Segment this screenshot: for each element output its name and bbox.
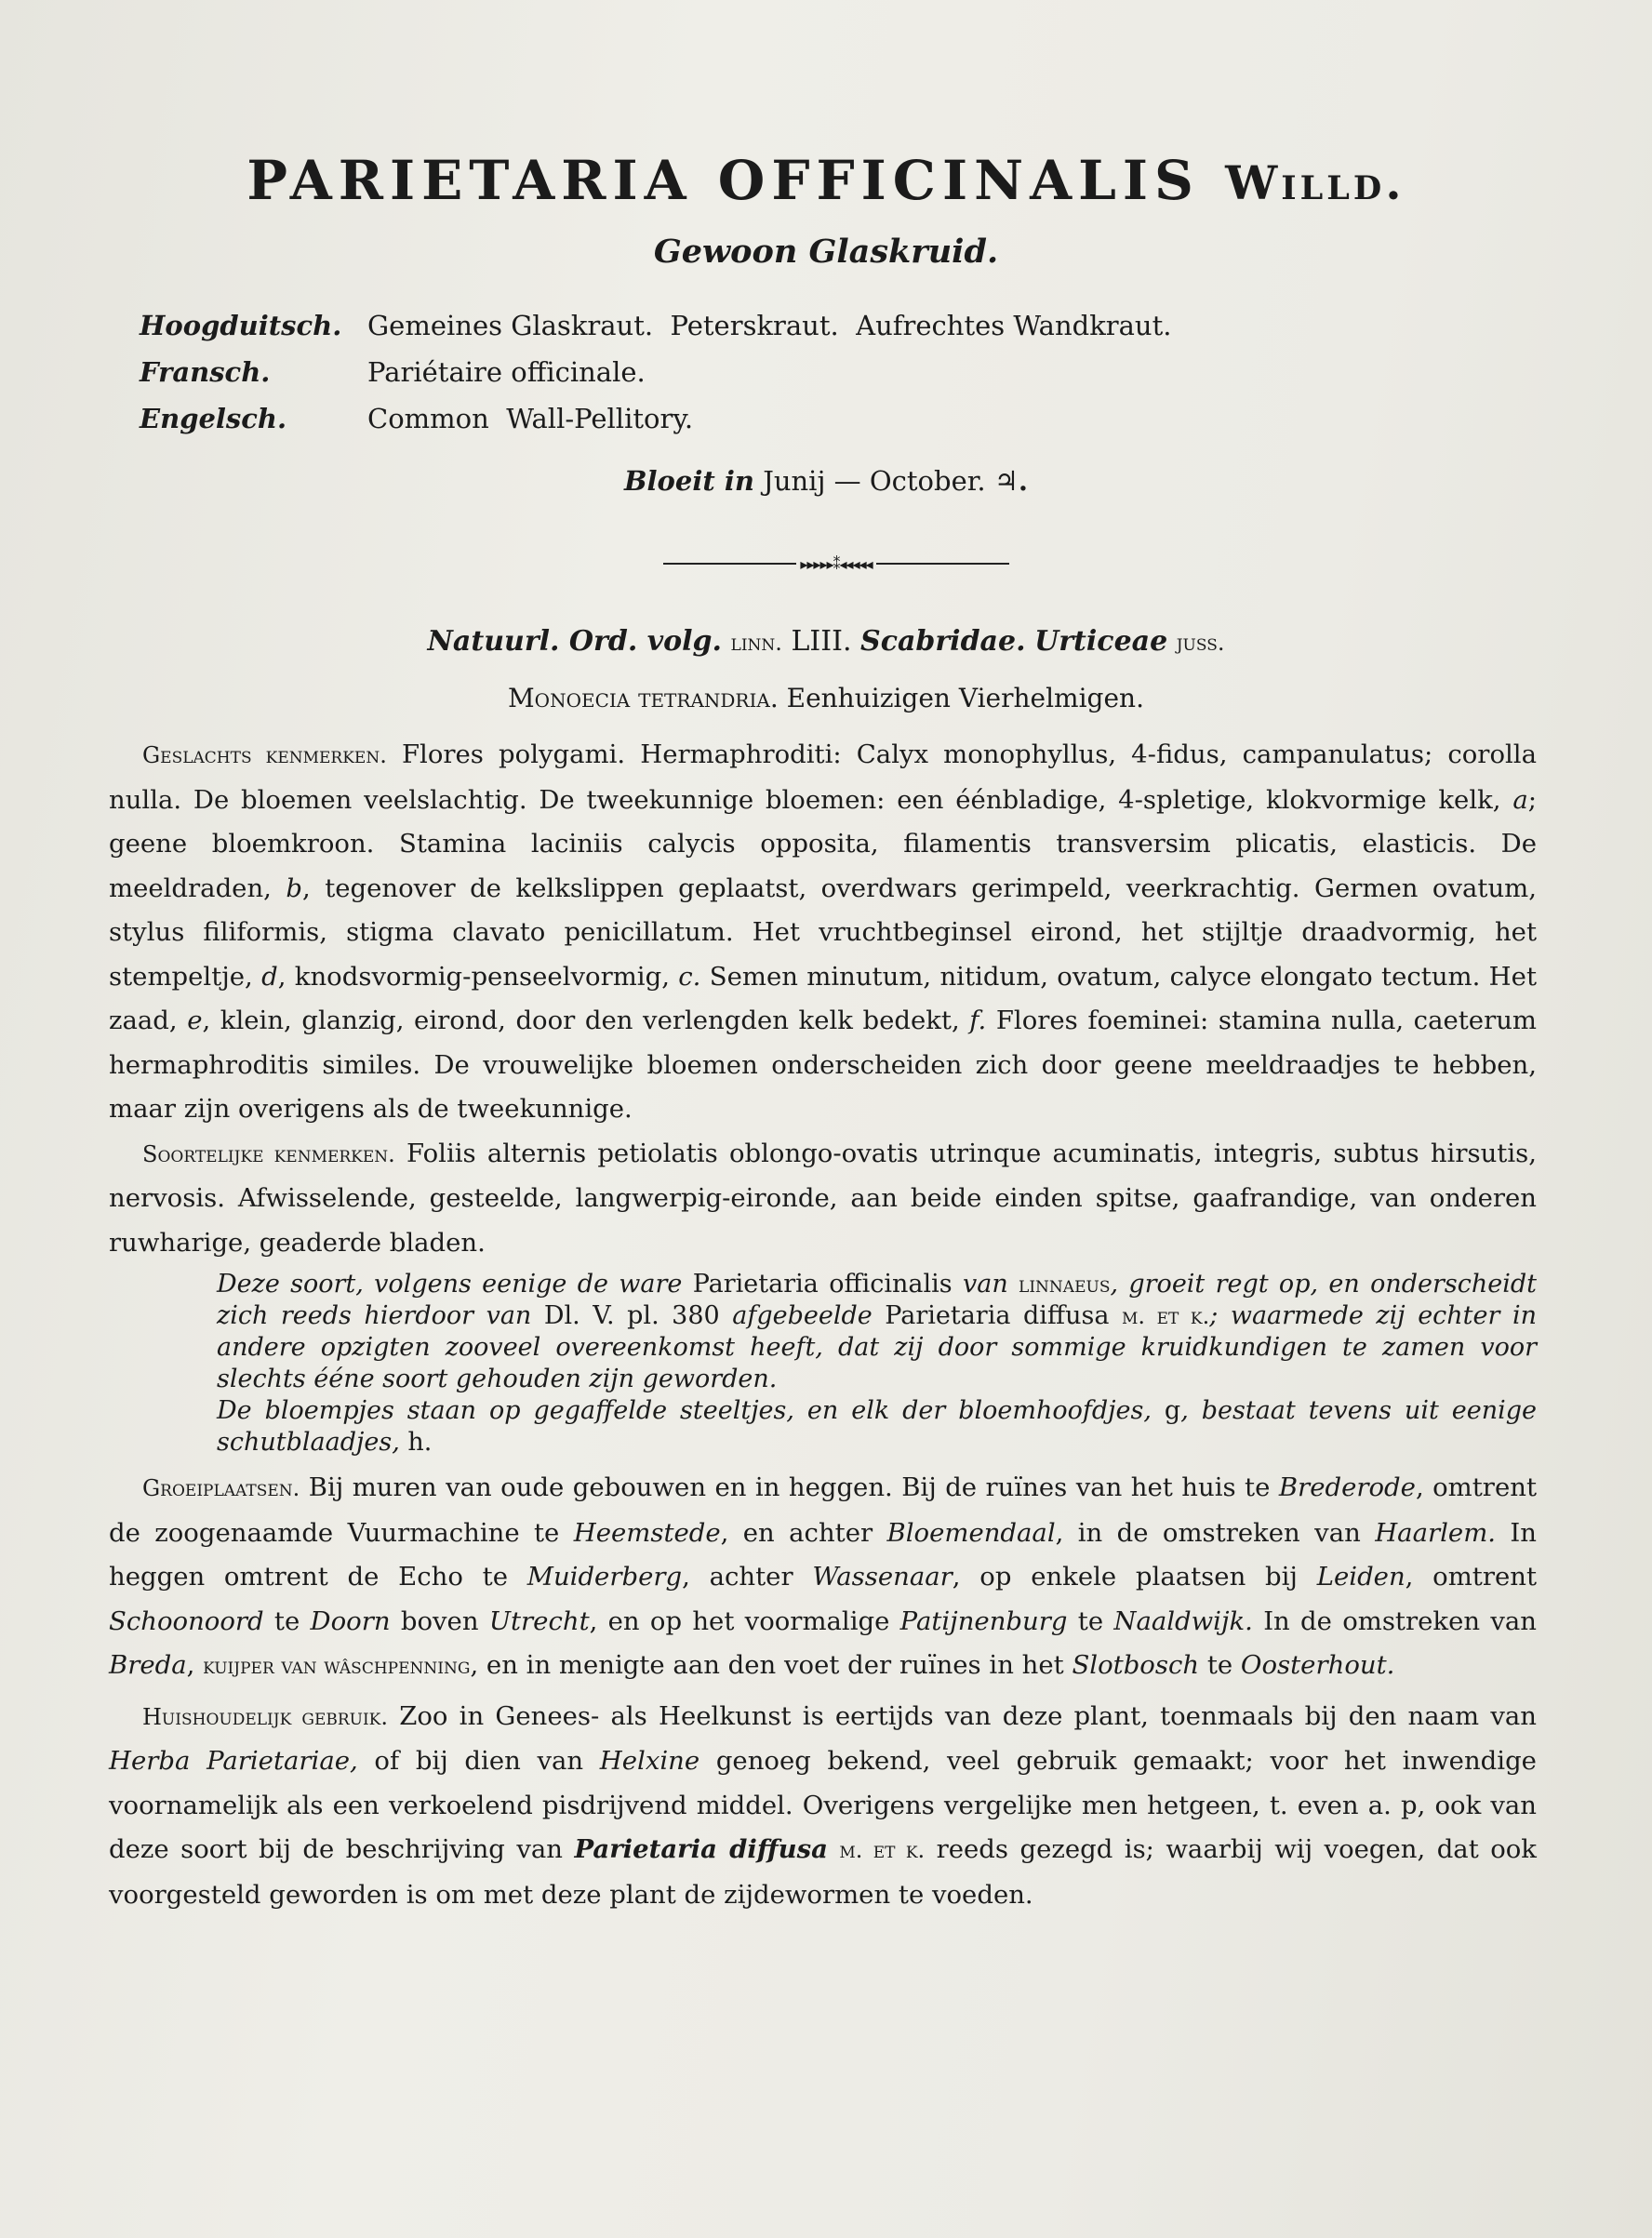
- figure-ref: h.: [407, 1428, 433, 1457]
- text-run: , omtrent de zoogenaamde Vuurmachine te: [109, 1472, 1537, 1548]
- text-run: , en achter: [720, 1517, 873, 1548]
- name-row-french: [140, 349, 1171, 395]
- order-urticeae: Urticeae: [1034, 625, 1168, 658]
- text-run: te: [1206, 1650, 1233, 1680]
- latin-name: Helxine: [599, 1746, 700, 1776]
- class-dutch: Eenhuizigen Vierhelmigen.: [786, 683, 1144, 713]
- section-heading: Huishoudelijk gebruik.: [142, 1703, 389, 1730]
- place-name: Schoonoord: [109, 1605, 264, 1636]
- species-name: Parietaria officinalis: [692, 1270, 953, 1299]
- figure-ref: g: [1164, 1396, 1181, 1425]
- habitats: [109, 1466, 1537, 1689]
- place-name: Haarlem.: [1375, 1517, 1497, 1548]
- text-run: , in de omstreken van: [1055, 1517, 1361, 1548]
- figure-ref: b: [286, 873, 302, 903]
- section-heading: Groeiplaatsen.: [142, 1475, 300, 1501]
- name-value: Gemeines Glaskraut. Peterskraut. Aufrechtes Wandkraut.: [367, 310, 1172, 341]
- author-name: m. et k.: [839, 1837, 926, 1863]
- page-subtitle: Gewoon Glaskruid.: [653, 233, 999, 271]
- text-run: te: [273, 1605, 300, 1636]
- title-main: PARIETARIA OFFICINALIS: [246, 149, 1200, 212]
- text-run: De bloempjes staan op gegaffelde steeltjes, en elk der bloemhoofdjes,: [217, 1396, 1152, 1425]
- place-name: Naaldwijk.: [1113, 1605, 1253, 1636]
- description-body: [109, 733, 1537, 1917]
- figure-ref: a: [1512, 784, 1528, 815]
- bloom-label: Bloeit in: [624, 465, 754, 497]
- latin-name: Herba Parietariae,: [109, 1746, 358, 1776]
- author-name: m. et k.: [1121, 1303, 1210, 1329]
- place-name: Brederode: [1278, 1472, 1416, 1502]
- text-run: In heggen omtrent de Echo te: [109, 1517, 1537, 1592]
- place-name: Patijnenburg: [899, 1605, 1068, 1636]
- author-name: linnaeus: [1019, 1272, 1111, 1298]
- order-lead: Natuurl. Ord. volg.: [427, 625, 722, 658]
- vernacular-names: [140, 302, 1171, 442]
- text-run: genoeg bekend, veel gebruik gemaakt; voor het inwendige voornamelijk als een verkoelend pisdrijvend middel. Overigens vergelijke men hetgeen, t. even a. p, ook van deze soort bij de beschrijving van: [109, 1746, 1537, 1864]
- order-linn: linn.: [730, 630, 782, 656]
- natural-order: [0, 625, 1652, 658]
- name-value: Common Wall-Pellitory.: [367, 403, 694, 434]
- order-scabridae: Scabridae.: [860, 625, 1026, 658]
- text-run: , en in menigte aan den voet der ruïnes in het: [470, 1650, 1064, 1680]
- figure-ref: c.: [678, 961, 701, 992]
- title-author: Willd.: [1225, 155, 1406, 210]
- text-run: ; geene bloemkroon. Stamina laciniis calycis opposita, filamentis transversim plicatis, elasticis. De meeldraden,: [109, 784, 1538, 903]
- name-lang: Fransch.: [140, 356, 271, 388]
- linnaean-class: [0, 683, 1652, 713]
- species-note: [217, 1269, 1537, 1459]
- bloom-months: Junij — October.: [763, 465, 986, 497]
- text-run: afgebeelde: [732, 1301, 873, 1330]
- text-run: , en op het voormalige: [589, 1605, 890, 1636]
- ornamental-divider: [663, 554, 1009, 573]
- figure-ref: d: [261, 961, 278, 992]
- text-run: Bij muren van oude gebouwen en in heggen. Bij de ruïnes van het huis te: [308, 1472, 1271, 1502]
- text-run: van: [962, 1270, 1008, 1299]
- text-run: Foliis alternis petiolatis oblongo-ovatis utrinque acuminatis, integris, subtus hirsutis, nervosis. Afwisselende, gesteelde, langwerpig-eironde, aan beide einden spitse, gaafrandige, van onderen ruwharige, geaderde bladen.: [109, 1138, 1537, 1258]
- text-run: , klein, glanzig, eirond, door den verlengden kelk bedekt,: [202, 1006, 960, 1035]
- name-lang: Engelsch.: [140, 403, 287, 434]
- figure-ref: e: [187, 1006, 203, 1035]
- place-name: Oosterhout.: [1240, 1650, 1395, 1680]
- place-name: Wassenaar: [812, 1562, 953, 1592]
- text-run: Semen minutum, nitidum, ovatum, calyce elongato tectum. Het zaad,: [109, 961, 1537, 1035]
- place-name: Heemstede: [573, 1517, 721, 1548]
- text-run: Flores polygami. Hermaphroditi: Calyx monophyllus, 4-fidus, campanulatus; corolla nulla. De bloemen veelslachtig. De tweekunnige bloemen: een éénbladige, 4-spletige, klokvormige kelk,: [109, 739, 1537, 815]
- plate-ref: Dl. V. pl. 380: [543, 1301, 720, 1330]
- place-name: Leiden: [1316, 1562, 1406, 1592]
- text-run: Flores foeminei: stamina nulla, caeterum hermaphroditis similes. De vrouwelijke bloemen onderscheiden zich door geene meeldraadjes te hebben, maar zijn overigens als de tweekunnige.: [109, 1006, 1538, 1124]
- note-paragraph-2: [217, 1395, 1537, 1459]
- household-use: [109, 1695, 1537, 1918]
- text-run: te: [1077, 1605, 1104, 1636]
- place-name: Muiderberg: [526, 1562, 683, 1592]
- species-characters: [109, 1132, 1537, 1266]
- order-juss: juss.: [1176, 630, 1225, 656]
- text-run: reeds gezegd is; waarbij wij voegen, dat ook voorgesteld geworden is om met deze plant de zijdewormen te voeden.: [109, 1834, 1537, 1910]
- text-run: , bestaat tevens uit eenige schutblaadjes,: [217, 1396, 1537, 1457]
- place-name: Utrecht: [488, 1605, 590, 1636]
- bloom-period: [0, 465, 1652, 497]
- name-lang: Hoogduitsch.: [140, 310, 342, 341]
- text-run: In de omstreken van: [1263, 1605, 1537, 1636]
- name-row-german: [140, 302, 1171, 349]
- genus-characters: [109, 733, 1537, 1132]
- text-run: , op enkele plaatsen bij: [952, 1562, 1298, 1592]
- name-value: Pariétaire officinale.: [367, 356, 646, 388]
- page-title: [0, 149, 1652, 212]
- species-name: Parietaria diffusa: [885, 1301, 1110, 1330]
- text-run: , omtrent: [1405, 1562, 1538, 1592]
- place-name: Bloemendaal: [886, 1517, 1056, 1548]
- text-run: Deze soort, volgens eenige de ware: [217, 1270, 683, 1299]
- text-run: ; waarmede zij echter in andere opzigten zooveel overeenkomst heeft, dat zij door sommige kruidkundigen te zamen voor slechts ééne soort gehouden zijn geworden.: [217, 1301, 1537, 1393]
- place-name: Breda: [109, 1650, 187, 1680]
- divider-line-right: [876, 563, 1009, 565]
- order-number: LIII.: [791, 625, 852, 658]
- figure-ref: f.: [969, 1006, 987, 1035]
- perennial-symbol: ♃.: [993, 465, 1028, 497]
- text-run: ,: [186, 1650, 195, 1680]
- author-name: kuijper van wâschpenning: [203, 1653, 471, 1679]
- section-heading: Geslachts kenmerken.: [142, 742, 387, 768]
- text-run: , achter: [682, 1562, 793, 1592]
- text-run: , groeit regt op, en onderscheidt zich reeds hierdoor van: [217, 1270, 1537, 1330]
- text-run: boven: [400, 1605, 479, 1636]
- text-run: Zoo in Genees- als Heelkunst is eertijds van deze plant, toenmaals bij den naam van: [399, 1700, 1537, 1731]
- text-run: of bij dien van: [374, 1746, 584, 1776]
- species-name: Parietaria diffusa: [574, 1834, 828, 1864]
- text-run: , knodsvormig-penseelvormig,: [277, 961, 670, 992]
- note-paragraph-1: [217, 1269, 1537, 1395]
- divider-line-left: [663, 563, 796, 565]
- name-row-english: [140, 395, 1171, 442]
- place-name: Slotbosch: [1072, 1650, 1200, 1680]
- class-latin: Monoecia tetrandria.: [508, 683, 779, 713]
- section-heading: Soortelijke kenmerken.: [142, 1140, 395, 1167]
- place-name: Doorn: [310, 1605, 391, 1636]
- text-run: , tegenover de kelkslippen geplaatst, overdwars gerimpeld, veerkrachtig. Germen ovatum, stylus filiformis, stigma clavato penicillatum. Het vruchtbeginsel eirond, het stijltje draadvormig, het stempeltje,: [109, 873, 1537, 992]
- divider-ornament: ▸▸▸▸▸⁑◂◂◂◂◂: [800, 554, 873, 573]
